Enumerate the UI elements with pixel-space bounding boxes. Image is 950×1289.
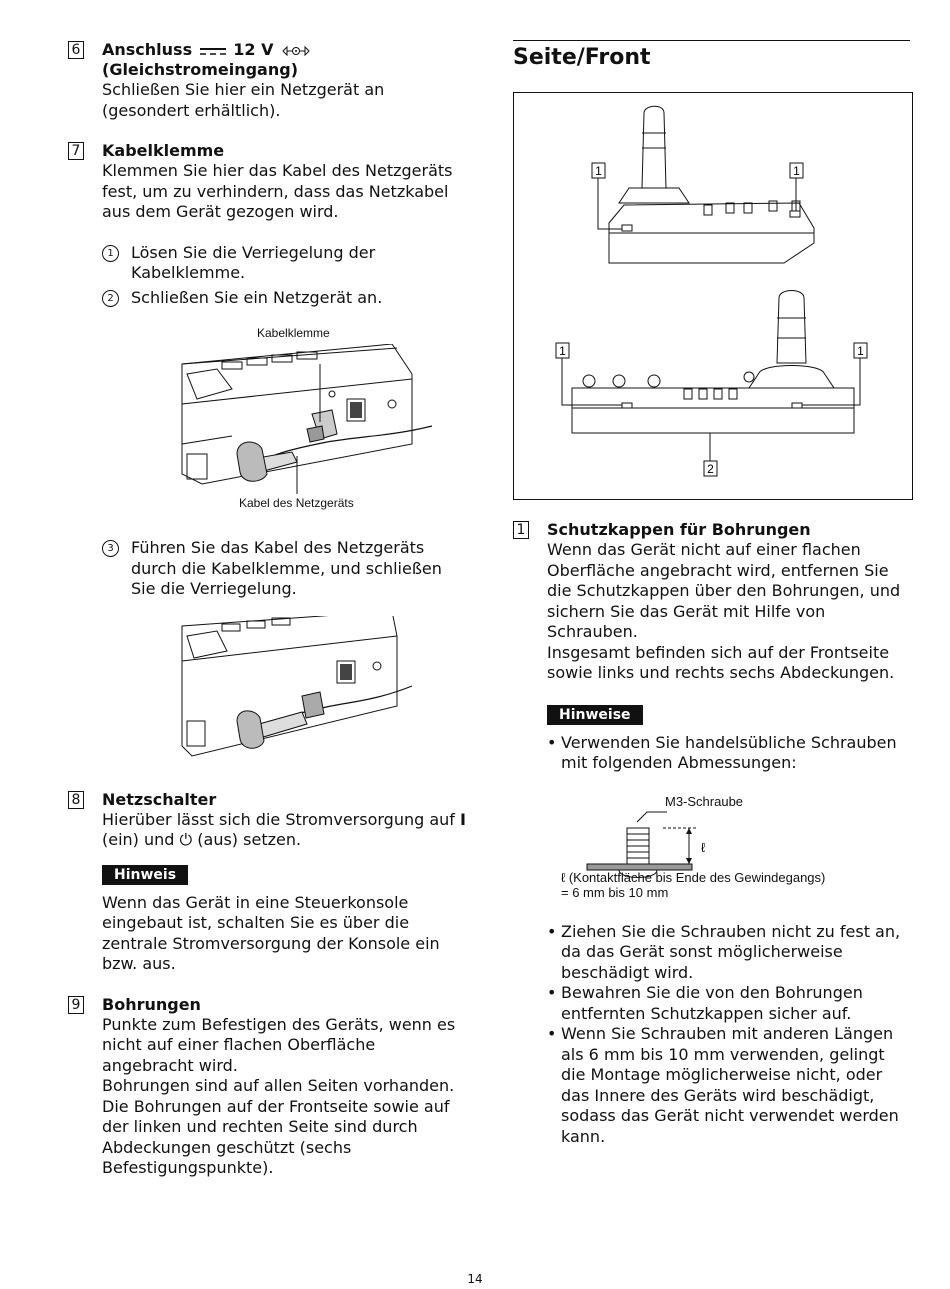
item-title: Schutzkappen für Bohrungen: [547, 520, 811, 539]
note-text: Wenn das Gerät in eine Steuerkonsole eingebaut ist, schalten Sie es über die zentrale Stromversorgung der Konsole ein bzw. aus.: [102, 892, 440, 973]
step-text: Lösen Sie die Verriegelung der Kabelklemme.: [131, 242, 376, 282]
screw-figure: [547, 784, 913, 902]
item-body: Klemmen Sie hier das Kabel des Netzgeräts fest, um zu verhindern, dass das Netzkabel aus dem Gerät gezogen wird.: [102, 161, 453, 221]
item-dc-input: [68, 40, 468, 121]
step-text: Führen Sie das Kabel des Netzgeräts durch die Kabelklemme, und schließen Sie die Verriegelung.: [131, 538, 442, 598]
screw-label: M3-Schraube: [665, 793, 744, 809]
item-body: Schließen Sie hier ein Netzgerät an (gesondert erhältlich).: [102, 80, 385, 120]
step-text: Schließen Sie ein Netzgerät an.: [131, 287, 383, 307]
polarity-icon: [279, 45, 313, 57]
note-bullet: • Ziehen Sie die Schrauben nicht zu fest an, da das Gerät sonst möglicherweise beschädigt wird.: [547, 922, 913, 984]
screw-caption-1: ℓ (Kontaktfläche bis Ende des Gewindegangs): [561, 869, 826, 885]
step-1: [102, 243, 468, 284]
notes-label: Hinweise: [547, 705, 643, 725]
front-view: [572, 291, 854, 434]
cable-clamp-figure-2: [152, 616, 452, 766]
item-body: Punkte zum Befestigen des Geräts, wenn es nicht auf einer flachen Oberfläche angebracht wird.: [102, 1014, 456, 1075]
callout-number: 2: [707, 462, 714, 476]
label-kabelklemme: Kabelklemme: [257, 326, 330, 340]
voltage-text: 12 V: [233, 40, 274, 59]
step-number: 3: [102, 540, 119, 557]
dc-symbol-icon: [198, 45, 228, 57]
power-standby-icon: ⏻: [179, 830, 193, 849]
item-power-switch: [68, 790, 468, 975]
step-3: [102, 538, 468, 600]
label-power-cable: Kabel des Netzgeräts: [239, 496, 354, 510]
side-front-figure: [513, 92, 913, 500]
item-cable-clamp: [68, 141, 468, 770]
right-column: [513, 40, 913, 1147]
callout-number: 1: [857, 344, 864, 358]
notes-list: [547, 733, 913, 1148]
power-on-symbol: I: [460, 809, 466, 829]
item-number: 6: [68, 41, 84, 59]
item-body-2: Insgesamt befinden sich auf der Frontseite sowie links und rechts sechs Abdeckungen.: [547, 642, 895, 682]
page-number: 14: [467, 1272, 483, 1286]
note-bullet: • Wenn Sie Schrauben mit anderen Längen als 6 mm bis 10 mm verwenden, gelingt die Montage möglicherweise nicht, oder das Innere des Geräts wird beschädigt, sodass das Gerät nicht verwendet werden kann.: [547, 1024, 913, 1147]
callout-front-bottom: [704, 433, 717, 476]
bullet-list: [547, 922, 913, 1148]
screw-caption-2: = 6 mm bis 10 mm: [561, 884, 669, 900]
cable-clamp-figure-1: [102, 314, 468, 524]
body-text: (ein) und: [102, 830, 175, 849]
body-text: Hierüber lässt sich die Stromversorgung auf: [102, 809, 455, 829]
item-number: 7: [68, 142, 84, 160]
item-title: [102, 40, 468, 80]
length-symbol: ℓ: [701, 839, 706, 855]
step-2: [102, 288, 468, 309]
note-bullet: • Bewahren Sie die von den Bohrungen entfernten Schutzkappen sicher auf.: [547, 983, 913, 1024]
item-number: 1: [513, 521, 529, 539]
title-subtext: (Gleichstromeingang): [102, 60, 298, 79]
item-title: Bohrungen: [102, 994, 201, 1014]
steps-list-2: [102, 538, 468, 600]
item-number: 9: [68, 996, 84, 1014]
item-hole-caps: [513, 520, 913, 684]
step-number: 1: [102, 245, 119, 262]
item-mounting-holes: [68, 995, 468, 1179]
note-bullet: • Verwenden Sie handelsübliche Schrauben mit folgenden Abmessungen:: [547, 733, 913, 774]
note-label: Hinweis: [102, 865, 188, 885]
item-title: Kabelklemme: [102, 141, 225, 160]
item-number: 8: [68, 791, 84, 809]
left-column: [68, 40, 468, 1199]
item-body: [102, 810, 468, 851]
callout-number: 1: [595, 164, 602, 178]
callout-number: 1: [793, 164, 800, 178]
callout-number: 1: [559, 344, 566, 358]
item-title: Netzschalter: [102, 789, 217, 809]
title-text: Anschluss: [102, 40, 193, 59]
steps-list: [102, 243, 468, 309]
item-body: Wenn das Gerät nicht auf einer flachen Oberfläche angebracht wird, entfernen Sie die Schutzkappen über den Bohrungen, und sichern Sie das Gerät mit Hilfe von Schrauben.: [547, 540, 901, 641]
step-number: 2: [102, 290, 119, 307]
side-view: [609, 106, 814, 263]
section-title: Seite/Front: [513, 40, 910, 70]
item-body-2: Bohrungen sind auf allen Seiten vorhanden. Die Bohrungen auf der Frontseite sowie auf der linken und rechten Seite sind durch Abdeckungen geschützt (sechs Befestigungspunkte).: [102, 1076, 455, 1177]
body-text: (aus) setzen.: [197, 830, 302, 849]
